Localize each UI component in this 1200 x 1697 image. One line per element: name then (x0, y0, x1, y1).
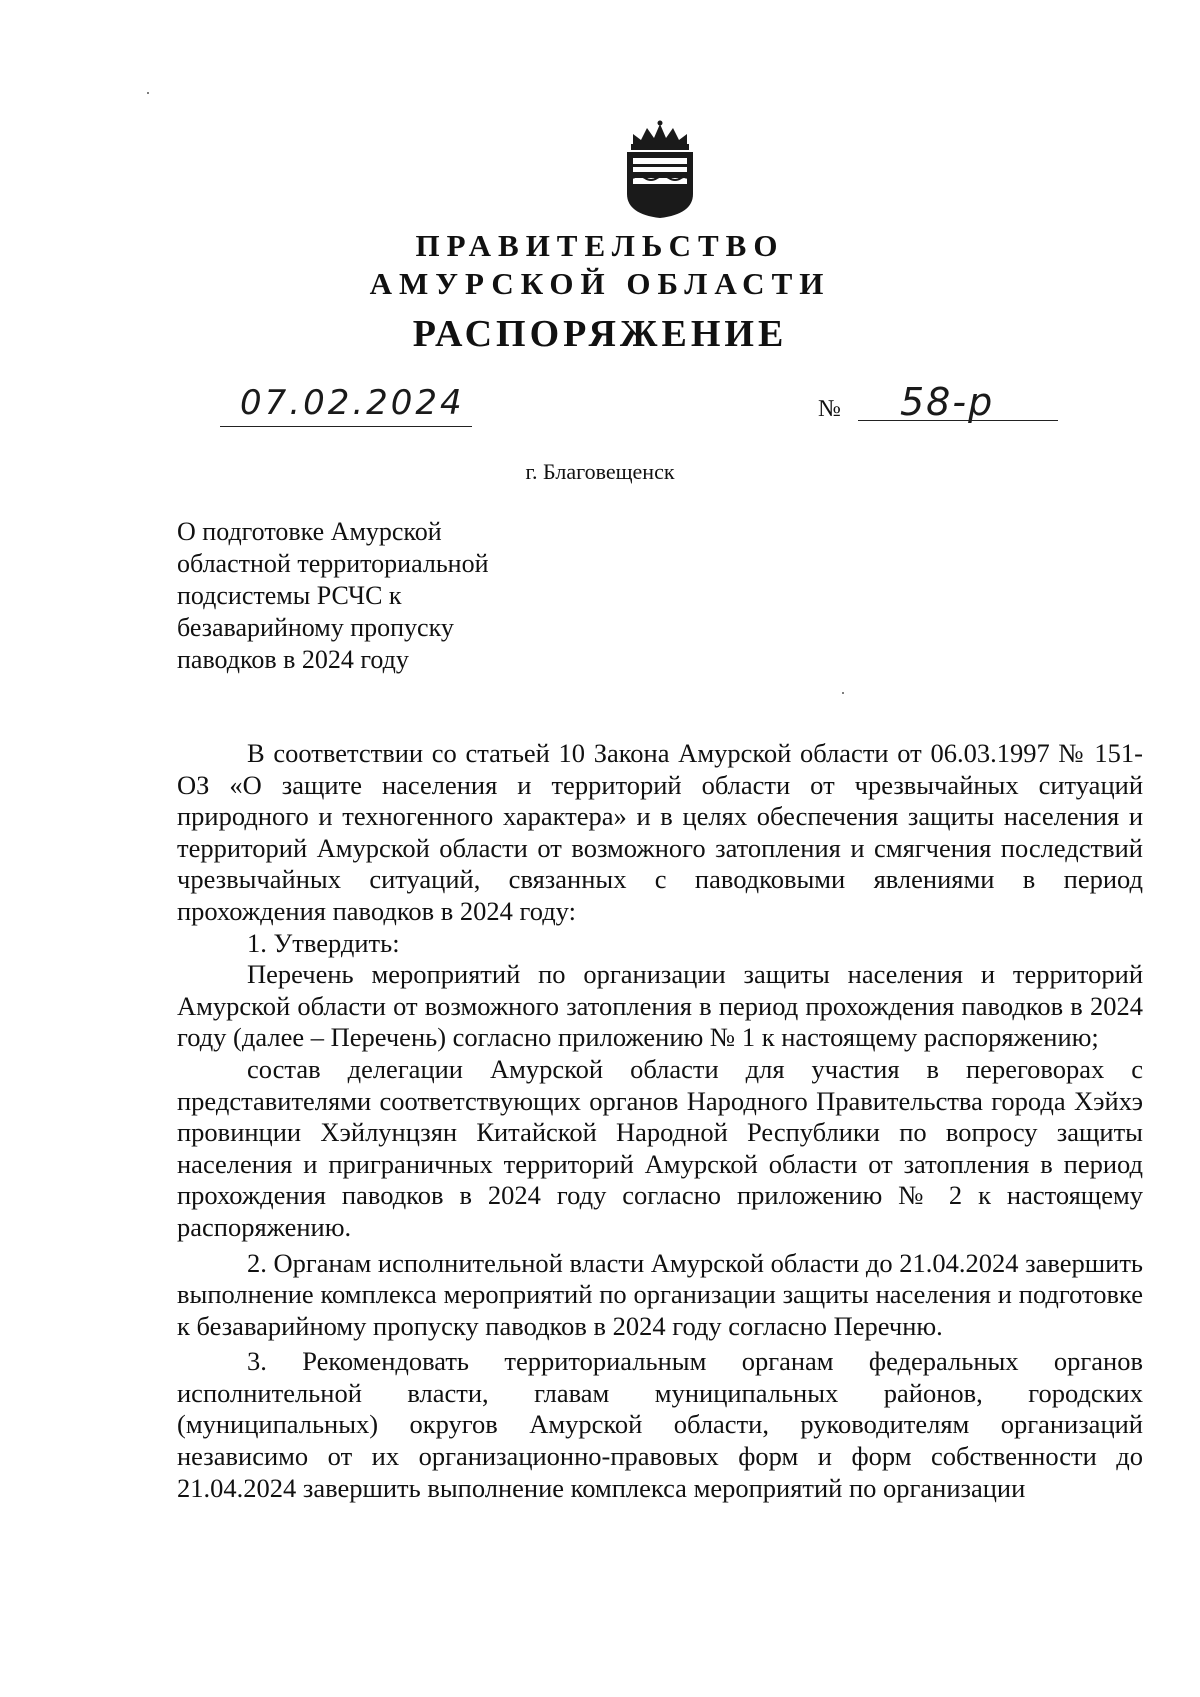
scan-speck (147, 92, 149, 94)
date-underline (220, 426, 472, 427)
document-date: 07.02.2024 (240, 383, 465, 423)
document-number: 58-р (900, 380, 995, 424)
clause-1-item-delegation: состав делегации Амурской области для участия в переговорах с представителями соответствующих органов Народного Правительства города Хэйхэ провинции Хэйлунцзян Китайской Народной Республики по вопросу защиты населения и приграничных территорий Амурской области от затопления в период прохождения паводков в 2024 году согласно приложению № 2 к настоящему распоряжению. (177, 1053, 1143, 1242)
subject-block (177, 516, 489, 676)
document-body (177, 738, 1143, 1504)
org-name-line1: ПРАВИТЕЛЬСТВО (415, 228, 785, 263)
scan-speck (842, 692, 844, 694)
subject-line: паводков в 2024 году (177, 645, 409, 674)
city-line: г. Благовещенск (525, 459, 675, 484)
subject-line: подсистемы РСЧС к (177, 581, 402, 610)
number-underline (858, 420, 1058, 421)
org-name-line2: АМУРСКОЙ ОБЛАСТИ (369, 266, 831, 301)
clause-1-heading: 1. Утвердить: (247, 927, 400, 958)
number-sign: № (818, 396, 841, 422)
clause-2-paragraph: 2. Органам исполнительной власти Амурской области до 21.04.2024 завершить выполнение комплекса мероприятий по организации защиты населения и подготовке к безаварийному пропуску паводков в 2024 году согласно Перечню. (177, 1247, 1143, 1341)
clause-3-paragraph: 3. Рекомендовать территориальным органам федеральных органов исполнительной власти, главам муниципальных районов, городских (муниципальных) округов Амурской области, руководителям организаций независимо от их организационно-правовых форм и форм собственности до 21.04.2024 завершить выполнение комплекса мероприятий по организации (177, 1346, 1143, 1503)
coat-of-arms-icon (619, 120, 701, 220)
subject-line: областной территориальной (177, 549, 489, 578)
subject-line: безаварийному пропуску (177, 613, 454, 642)
document-type-title: РАСПОРЯЖЕНИЕ (412, 313, 788, 355)
clause-1-item-list: Перечень мероприятий по организации защиты населения и территорий Амурской области от возможного затопления в период прохождения паводков в 2024 году (далее – Перечень) согласно приложению № 1 к настоящему распоряжению; (177, 959, 1143, 1053)
preamble-paragraph: В соответствии со статьей 10 Закона Амурской области от 06.03.1997 № 151-ОЗ «О защите населения и территорий области от чрезвычайных ситуаций природного и техногенного характера» и в целях обеспечения защиты населения и территорий Амурской области от возможного затопления и смягчения последствий чрезвычайных ситуаций, связанных с паводковыми явлениями в период прохождения паводков в 2024 году: (177, 738, 1143, 926)
subject-line: О подготовке Амурской (177, 517, 442, 546)
